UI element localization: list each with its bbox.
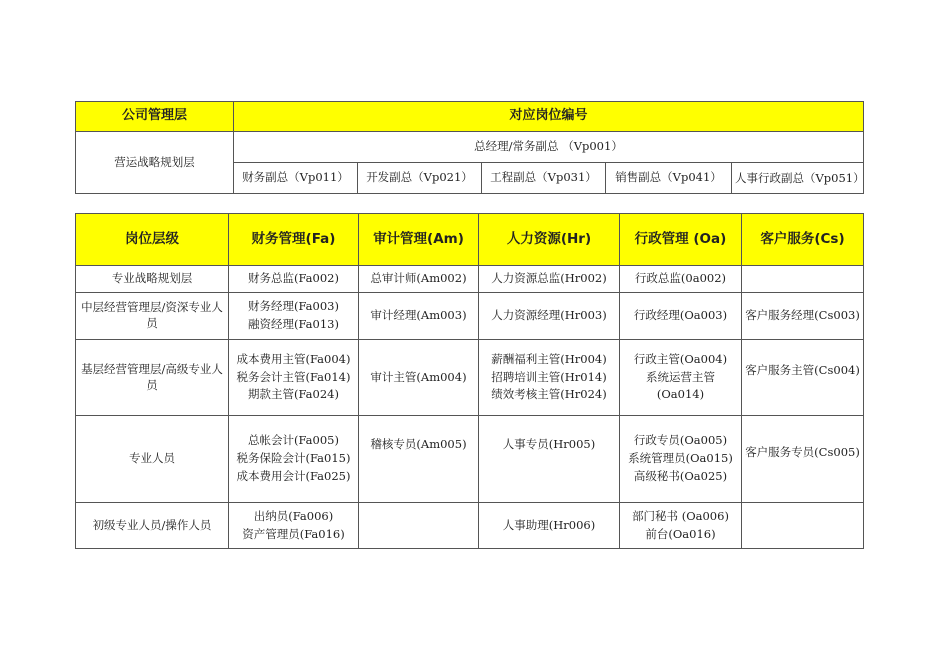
hr-cell: 人力资源总监(Hr002)	[479, 266, 620, 293]
vp-cell: 人事行政副总（Vp051）	[732, 163, 864, 194]
audit-cell	[359, 503, 479, 549]
vp-cell: 销售副总（Vp041）	[606, 163, 732, 194]
table-row	[76, 340, 864, 416]
admin-cell: 行政专员(Oa005) 系统管理员(Oa015) 高级秘书(Oa025)	[620, 416, 742, 503]
table-row	[76, 503, 864, 549]
hr-cell: 人力资源经理(Hr003)	[479, 293, 620, 340]
cs-cell	[742, 503, 864, 549]
cs-cell: 客户服务主管(Cs004)	[742, 340, 864, 416]
header-finance: 财务管理(Fa)	[229, 214, 359, 266]
admin-cell: 行政主管(Oa004) 系统运营主管 (Oa014)	[620, 340, 742, 416]
finance-cell: 出纳员(Fa006) 资产管理员(Fa016)	[229, 503, 359, 549]
hr-cell: 人事专员(Hr005)	[479, 416, 620, 503]
audit-cell: 稽核专员(Am005)	[359, 416, 479, 503]
table-row	[76, 293, 864, 340]
finance-cell: 财务总监(Fa002)	[229, 266, 359, 293]
management-table	[75, 101, 864, 194]
cs-cell: 客户服务经理(Cs003)	[742, 293, 864, 340]
header-hr: 人力资源(Hr)	[479, 214, 620, 266]
hr-cell: 薪酬福利主管(Hr004) 招聘培训主管(Hr014) 绩效考核主管(Hr024)	[479, 340, 620, 416]
vp-cell: 工程副总（Vp031）	[482, 163, 606, 194]
audit-cell: 审计经理(Am003)	[359, 293, 479, 340]
header-position-code: 对应岗位编号	[234, 102, 864, 132]
level-cell: 专业人员	[76, 416, 229, 503]
admin-cell: 行政经理(Oa003)	[620, 293, 742, 340]
admin-cell: 部门秘书 (Oa006) 前台(Oa016)	[620, 503, 742, 549]
table-row	[76, 266, 864, 293]
header-customer-service: 客户服务(Cs)	[742, 214, 864, 266]
header-audit: 审计管理(Am)	[359, 214, 479, 266]
hr-cell: 人事助理(Hr006)	[479, 503, 620, 549]
row-label-strategy: 营运战略规划层	[76, 132, 234, 194]
vp-cell: 财务副总（Vp011）	[234, 163, 358, 194]
level-cell: 初级专业人员/操作人员	[76, 503, 229, 549]
table-row	[76, 416, 864, 503]
cs-cell	[742, 266, 864, 293]
vp-cell: 开发副总（Vp021）	[358, 163, 482, 194]
level-cell: 专业战略规划层	[76, 266, 229, 293]
audit-cell: 总审计师(Am002)	[359, 266, 479, 293]
position-level-table	[75, 213, 864, 549]
header-level: 岗位层级	[76, 214, 229, 266]
header-admin: 行政管理 (Oa)	[620, 214, 742, 266]
audit-cell: 审计主管(Am004)	[359, 340, 479, 416]
finance-cell: 总帐会计(Fa005) 税务保险会计(Fa015) 成本费用会计(Fa025)	[229, 416, 359, 503]
level-cell: 中层经营管理层/资深专业人员	[76, 293, 229, 340]
top-position-cell: 总经理/常务副总 （Vp001）	[234, 132, 864, 163]
header-company-management: 公司管理层	[76, 102, 234, 132]
admin-cell: 行政总监(0a002)	[620, 266, 742, 293]
level-cell: 基层经营管理层/高级专业人员	[76, 340, 229, 416]
cs-cell: 客户服务专员(Cs005)	[742, 416, 864, 503]
finance-cell: 成本费用主管(Fa004) 税务会计主管(Fa014) 期款主管(Fa024)	[229, 340, 359, 416]
finance-cell: 财务经理(Fa003) 融资经理(Fa013)	[229, 293, 359, 340]
